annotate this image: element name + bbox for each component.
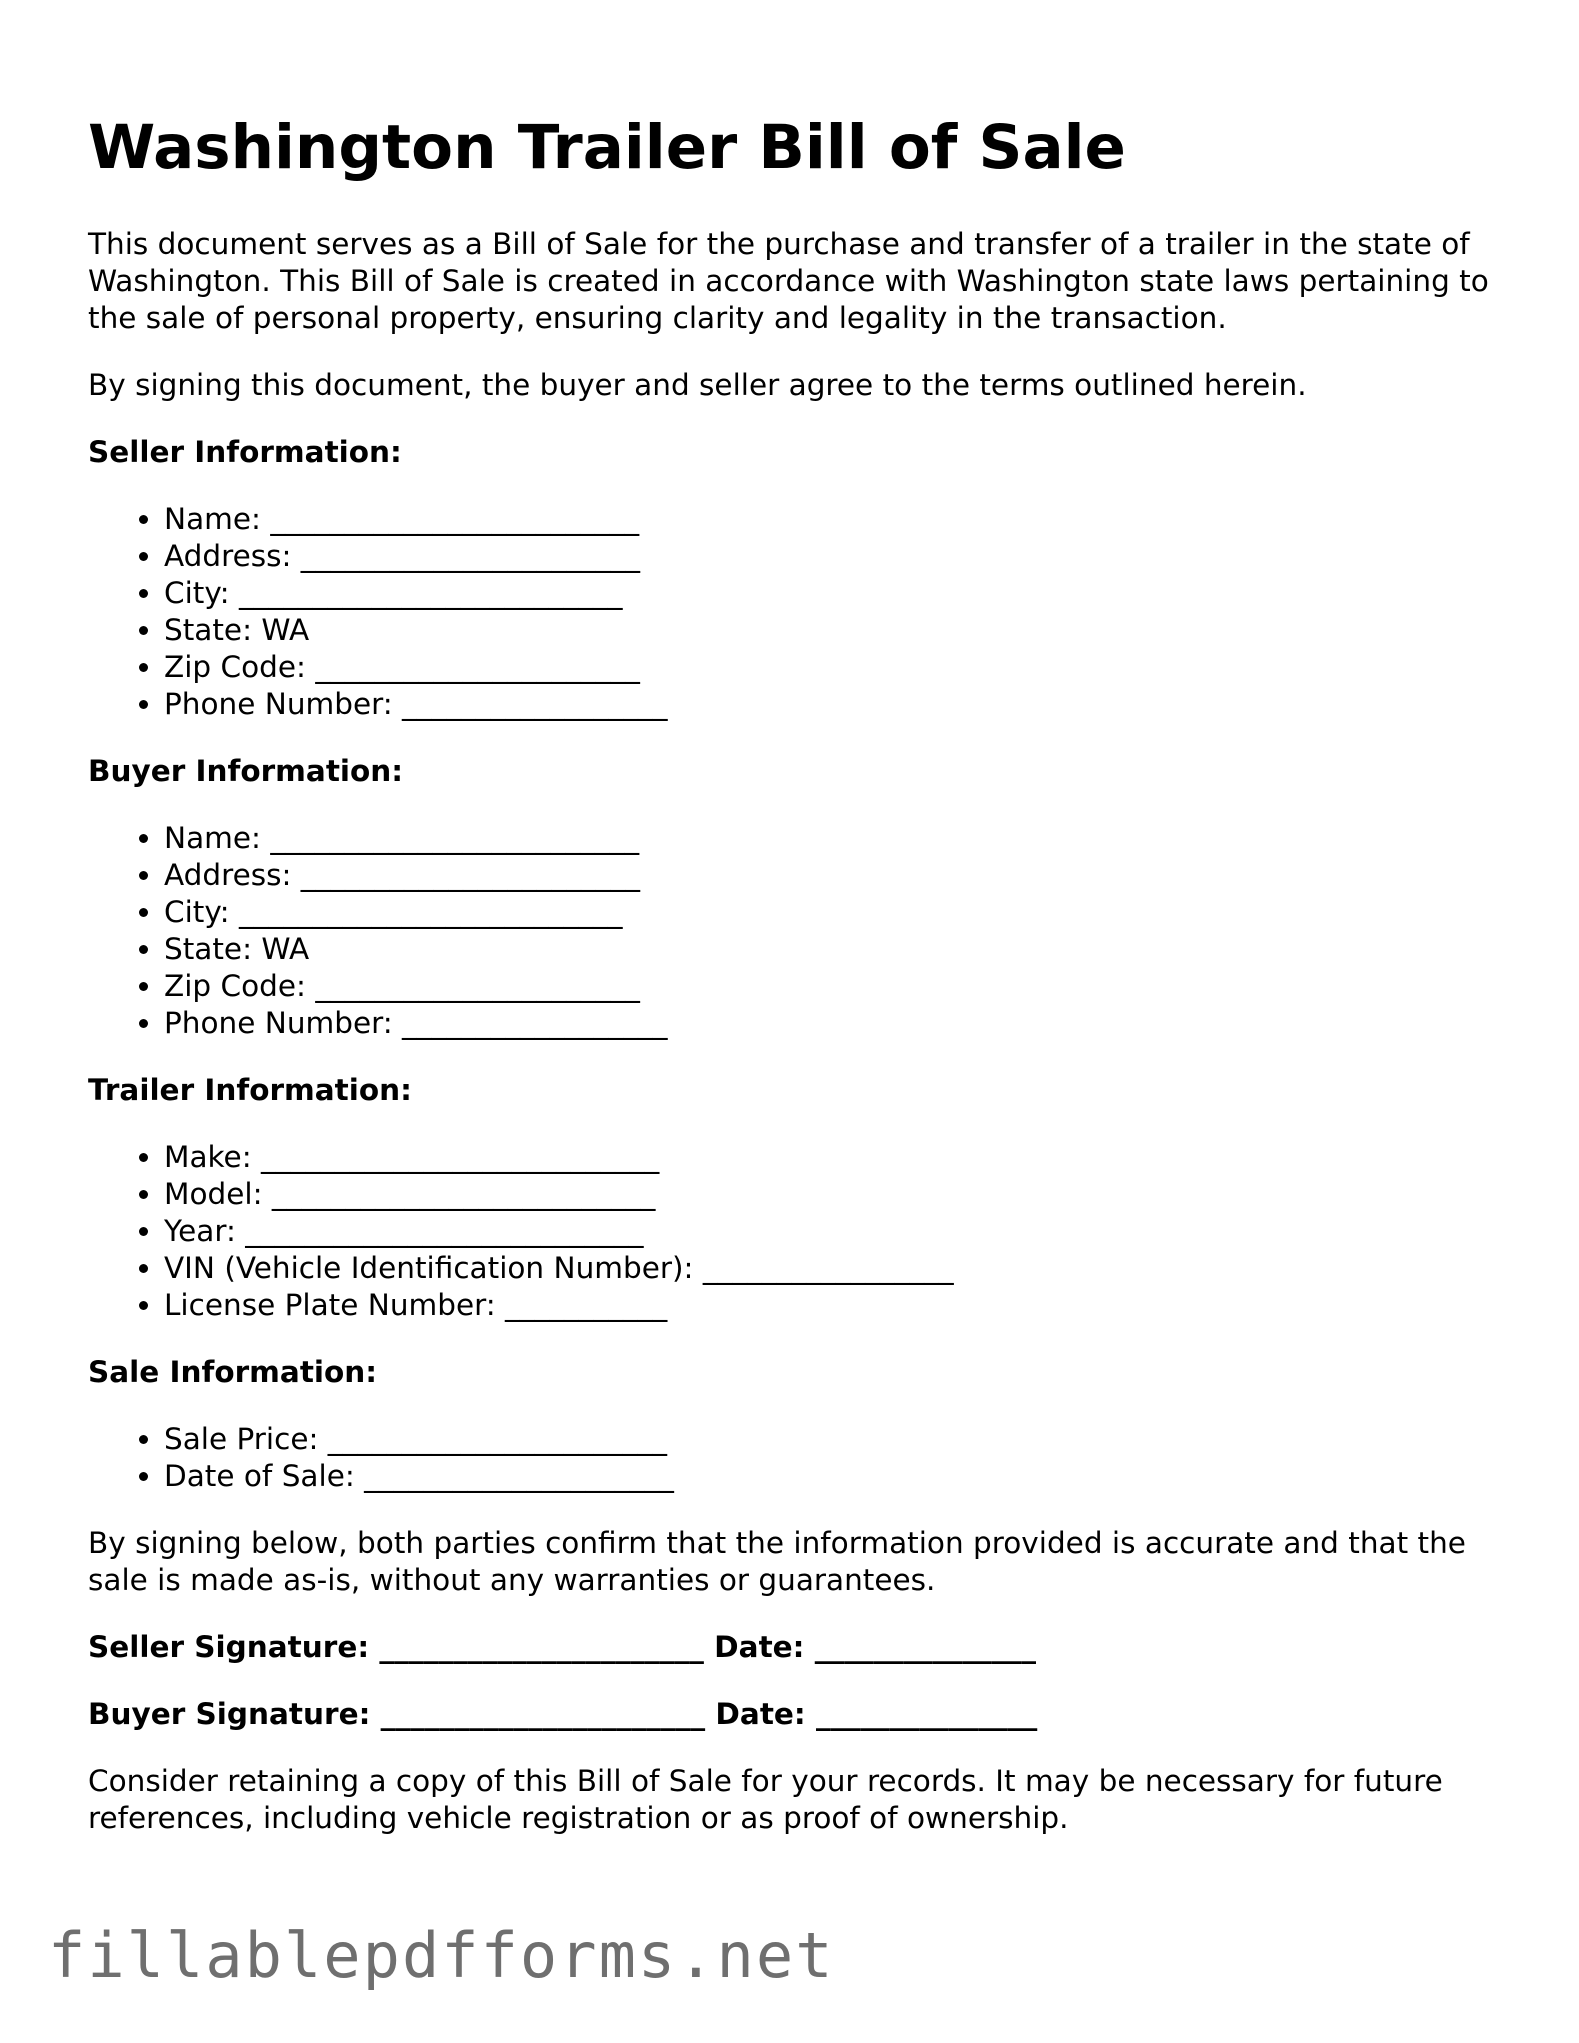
seller-phone-field[interactable]: • Phone Number: __________________ bbox=[164, 686, 1508, 723]
trailer-section-heading: Trailer Information: bbox=[88, 1073, 412, 1107]
trailer-plate-field[interactable]: • License Plate Number: ___________ bbox=[164, 1287, 1508, 1324]
trailer-info-list bbox=[88, 1139, 1508, 1324]
sale-info-list bbox=[88, 1421, 1508, 1495]
intro-paragraph: This document serves as a Bill of Sale for the purchase and transfer of a trailer in the state of Washington. This Bill of Sale is created in accordance with Washington state laws pertaining to the sale of personal property, ensuring clarity and legality in the transaction. bbox=[88, 227, 1489, 335]
trailer-year-field[interactable]: • Year: ___________________________ bbox=[164, 1213, 1508, 1250]
seller-city-field[interactable]: • City: __________________________ bbox=[164, 575, 1508, 612]
buyer-address-field[interactable]: • Address: _______________________ bbox=[164, 857, 1508, 894]
trailer-make-field[interactable]: • Make: ___________________________ bbox=[164, 1139, 1508, 1176]
watermark: fillablepdfforms.net bbox=[48, 1919, 835, 1992]
confirmation-paragraph: By signing below, both parties confirm that the information provided is accurate and that the sale is made as-is, without any warranties or guarantees. bbox=[88, 1526, 1466, 1597]
seller-zip-field[interactable]: • Zip Code: ______________________ bbox=[164, 649, 1508, 686]
buyer-name-field[interactable]: • Name: _________________________ bbox=[164, 820, 1508, 857]
seller-state-field: • State: WA bbox=[164, 612, 1508, 649]
buyer-state-field: • State: WA bbox=[164, 931, 1508, 968]
sale-date-field[interactable]: • Date of Sale: _____________________ bbox=[164, 1458, 1508, 1495]
buyer-zip-field[interactable]: • Zip Code: ______________________ bbox=[164, 968, 1508, 1005]
seller-info-list bbox=[88, 501, 1508, 723]
document-page bbox=[88, 110, 1508, 1867]
buyer-signature-line[interactable]: Buyer Signature: ______________________ Date: _______________ bbox=[88, 1697, 1038, 1731]
trailer-model-field[interactable]: • Model: __________________________ bbox=[164, 1176, 1508, 1213]
sale-section-heading: Sale Information: bbox=[88, 1355, 378, 1389]
buyer-info-list bbox=[88, 820, 1508, 1042]
seller-signature-line[interactable]: Seller Signature: ______________________ Date: _______________ bbox=[88, 1630, 1037, 1664]
retention-note: Consider retaining a copy of this Bill of Sale for your records. It may be necessary for future references, including vehicle registration or as proof of ownership. bbox=[88, 1764, 1443, 1835]
page-title: Washington Trailer Bill of Sale bbox=[88, 112, 1126, 183]
sale-price-field[interactable]: • Sale Price: _______________________ bbox=[164, 1421, 1508, 1458]
buyer-phone-field[interactable]: • Phone Number: __________________ bbox=[164, 1005, 1508, 1042]
seller-address-field[interactable]: • Address: _______________________ bbox=[164, 538, 1508, 575]
agreement-paragraph: By signing this document, the buyer and seller agree to the terms outlined herein. bbox=[88, 368, 1307, 402]
seller-name-field[interactable]: • Name: _________________________ bbox=[164, 501, 1508, 538]
seller-section-heading: Seller Information: bbox=[88, 435, 402, 469]
buyer-city-field[interactable]: • City: __________________________ bbox=[164, 894, 1508, 931]
buyer-section-heading: Buyer Information: bbox=[88, 754, 404, 788]
trailer-vin-field[interactable]: • VIN (Vehicle Identification Number): _________________ bbox=[164, 1250, 1508, 1287]
